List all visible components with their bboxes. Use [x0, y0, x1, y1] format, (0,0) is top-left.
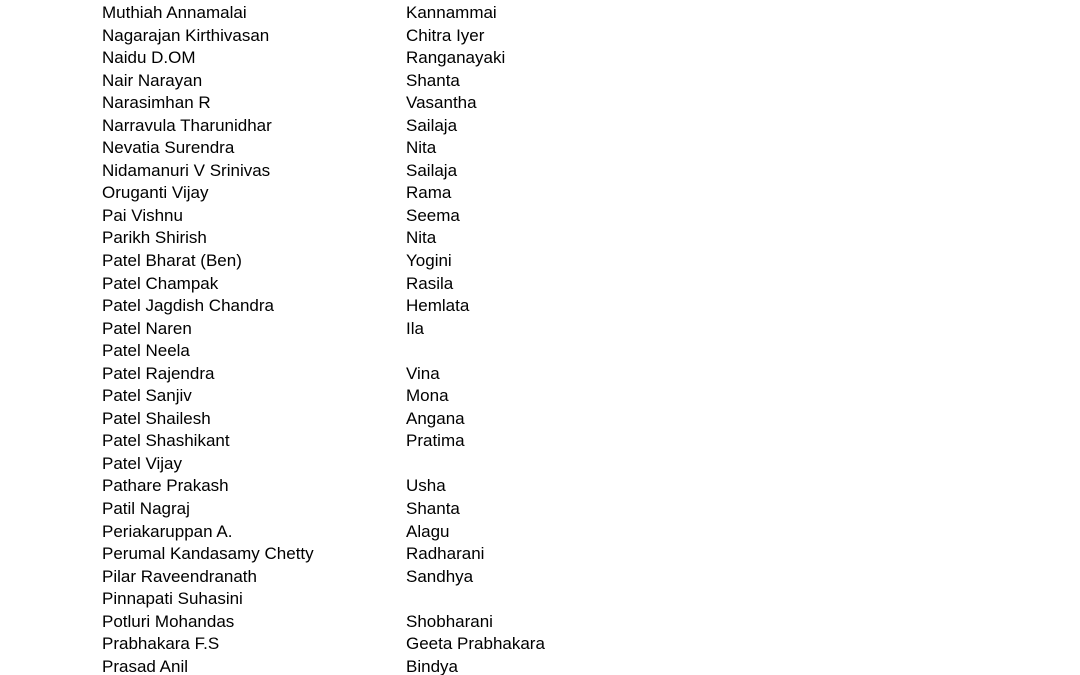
member-name: Potluri Mohandas	[102, 611, 235, 631]
list-row	[102, 92, 902, 115]
list-row	[102, 430, 902, 453]
spouse-name: Seema	[406, 205, 460, 225]
list-row	[102, 566, 902, 589]
list-row	[102, 25, 902, 48]
spouse-name: Chitra Iyer	[406, 25, 485, 45]
spouse-name: Shobharani	[406, 611, 493, 631]
spouse-name: Mona	[406, 386, 449, 406]
list-row	[102, 205, 902, 228]
list-row	[102, 656, 902, 675]
list-row	[102, 543, 902, 566]
member-name: Pathare Prakash	[102, 476, 229, 496]
spouse-name: Sandhya	[406, 566, 474, 586]
list-row	[102, 521, 902, 544]
list-row	[102, 295, 902, 318]
member-name: Nidamanuri V Srinivas	[102, 160, 271, 180]
spouse-name: Kannammai	[406, 3, 497, 22]
member-name: Pai Vishnu	[102, 205, 183, 225]
spouse-name: Vina	[406, 363, 440, 383]
spouse-name: Rama	[406, 183, 452, 203]
member-name: Narasimhan R	[102, 93, 211, 113]
spouse-name: Angana	[406, 408, 465, 428]
member-name: Patel Shailesh	[102, 408, 211, 428]
list-row	[102, 588, 902, 611]
list-row	[102, 385, 902, 408]
member-name: Narravula Tharunidhar	[102, 115, 272, 135]
member-name: Patel Neela	[102, 341, 190, 361]
spouse-name: Usha	[406, 476, 446, 496]
member-name: Naidu D.OM	[102, 48, 196, 68]
spouse-name: Geeta Prabhakara	[406, 634, 545, 654]
member-name: Prabhakara F.S	[102, 634, 220, 654]
spouse-name: Bindya	[406, 656, 458, 675]
list-row	[102, 611, 902, 634]
spouse-name: Vasantha	[406, 93, 477, 113]
member-name: Patil Nagraj	[102, 499, 190, 519]
list-row	[102, 115, 902, 138]
member-name: Parikh Shirish	[102, 228, 207, 248]
list-row	[102, 182, 902, 205]
member-name: Nair Narayan	[102, 70, 203, 90]
member-name: Pinnapati Suhasini	[102, 589, 243, 609]
list-row	[102, 453, 902, 476]
list-row	[102, 498, 902, 521]
list-row	[102, 363, 902, 386]
list-row	[102, 408, 902, 431]
member-name: Nevatia Surendra	[102, 138, 235, 158]
member-name: Perumal Kandasamy Chetty	[102, 544, 314, 564]
spouse-name: Sailaja	[406, 160, 458, 180]
member-name: Patel Sanjiv	[102, 386, 192, 406]
spouse-name: Pratima	[406, 431, 465, 451]
list-row	[102, 47, 902, 70]
spouse-name: Hemlata	[406, 296, 470, 316]
spouse-name: Rasila	[406, 273, 454, 293]
list-row	[102, 273, 902, 296]
spouse-name: Shanta	[406, 70, 460, 90]
member-name: Patel Naren	[102, 318, 192, 338]
member-name: Periakaruppan A.	[102, 521, 233, 541]
member-name: Prasad Anil	[102, 656, 188, 675]
member-name: Patel Champak	[102, 273, 219, 293]
list-row	[102, 160, 902, 183]
spouse-name: Sailaja	[406, 115, 458, 135]
list-row	[102, 137, 902, 160]
spouse-name: Radharani	[406, 544, 485, 564]
list-row	[102, 227, 902, 250]
member-name: Muthiah Annamalai	[102, 3, 247, 22]
list-row	[102, 340, 902, 363]
member-name: Oruganti Vijay	[102, 183, 209, 203]
spouse-name: Alagu	[406, 521, 450, 541]
member-name: Patel Bharat (Ben)	[102, 251, 242, 271]
list-row	[102, 70, 902, 93]
list-row	[102, 475, 902, 498]
member-name: Patel Jagdish Chandra	[102, 296, 275, 316]
spouse-name: Nita	[406, 138, 437, 158]
list-row	[102, 250, 902, 273]
member-name: Nagarajan Kirthivasan	[102, 25, 270, 45]
list-row	[102, 633, 902, 656]
list-row	[102, 318, 902, 341]
member-name: Patel Shashikant	[102, 431, 230, 451]
member-name: Patel Vijay	[102, 453, 183, 473]
list-row	[102, 2, 902, 25]
member-name: Patel Rajendra	[102, 363, 215, 383]
spouse-name: Yogini	[406, 251, 452, 271]
spouse-name: Ranganayaki	[406, 48, 506, 68]
member-name: Pilar Raveendranath	[102, 566, 257, 586]
name-list	[102, 2, 902, 675]
spouse-name: Nita	[406, 228, 437, 248]
spouse-name: Ila	[406, 318, 424, 338]
spouse-name: Shanta	[406, 499, 460, 519]
